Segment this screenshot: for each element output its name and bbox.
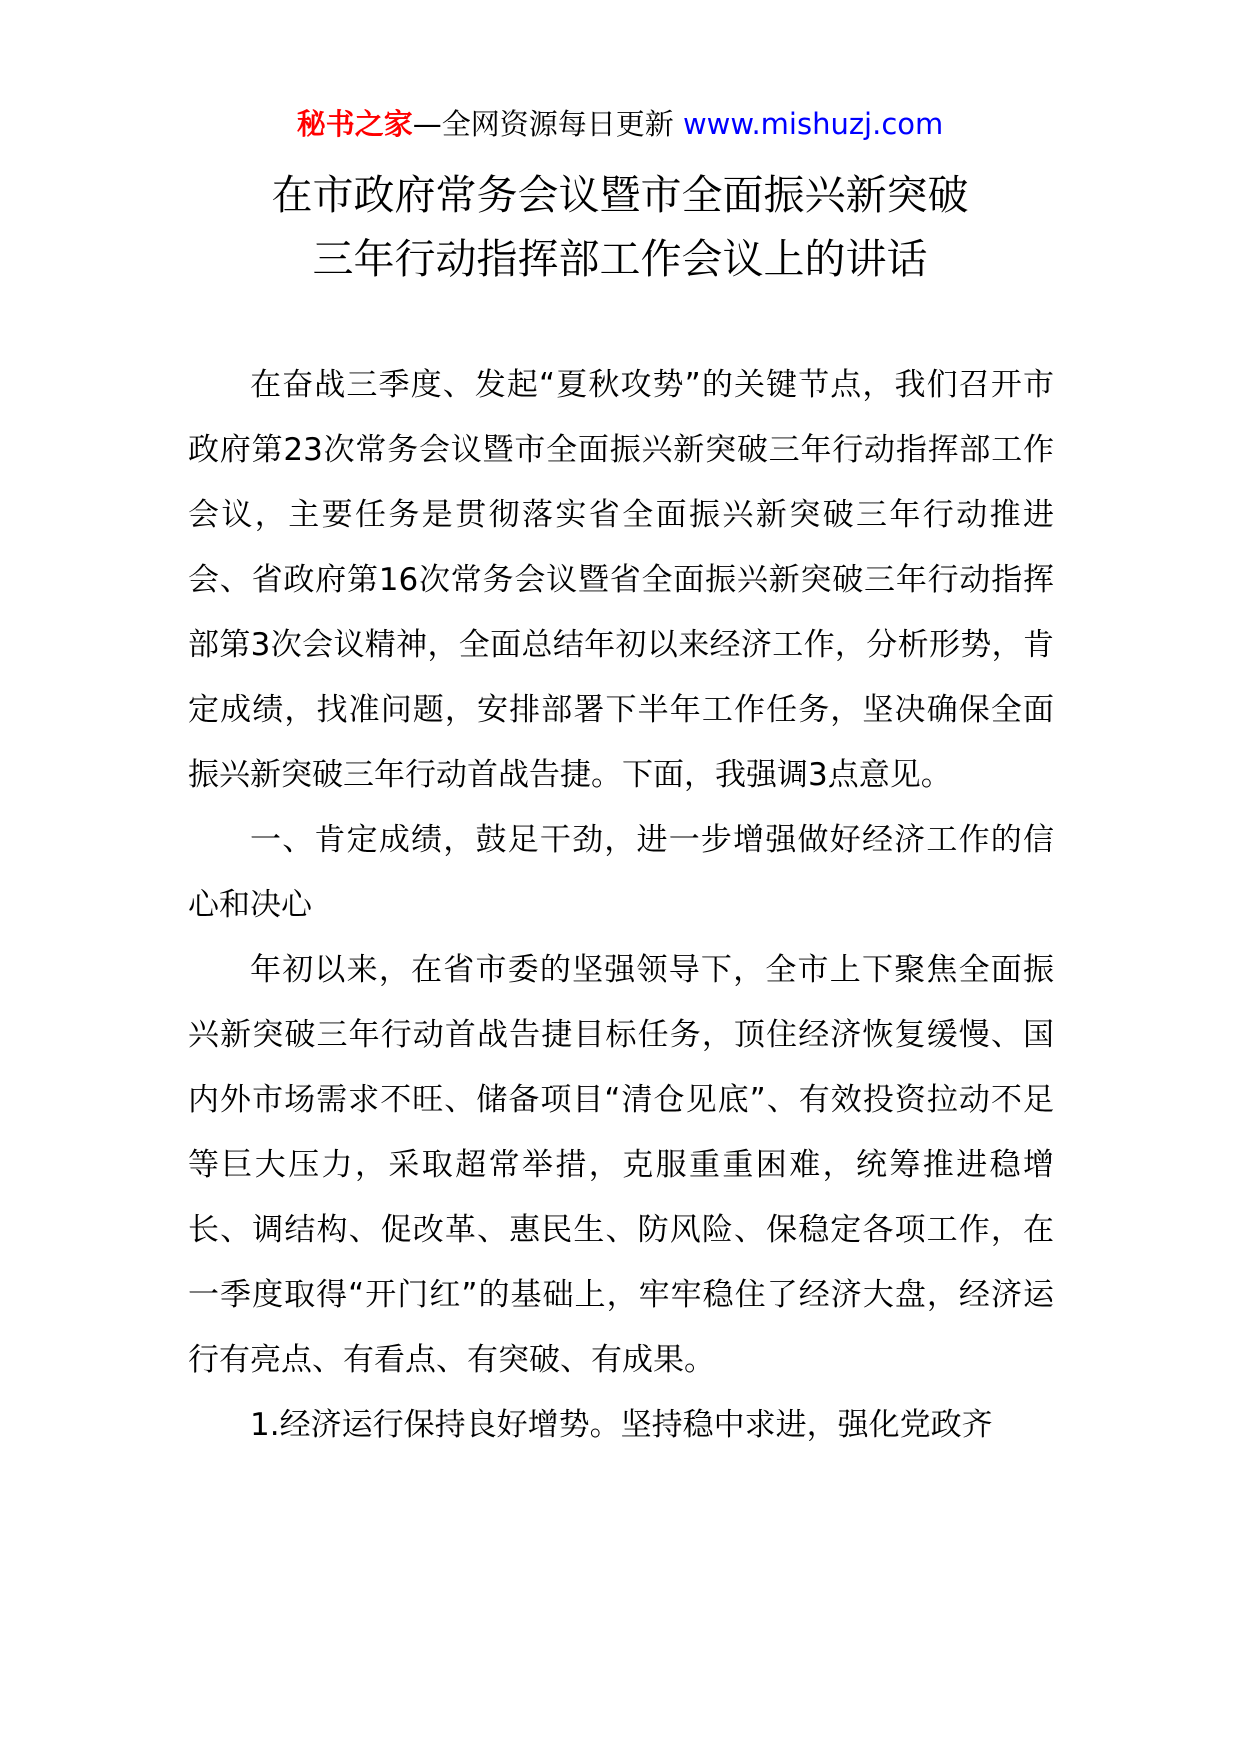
title-line-2: 三年行动指挥部工作会议上的讲话: [312, 235, 928, 283]
site-banner: [0, 104, 1240, 144]
title-line-1: 在市政府常务会议暨市全面振兴新突破: [271, 171, 969, 219]
site-slogan: —全网资源每日更新: [412, 107, 683, 141]
document-body: [188, 353, 1054, 1458]
paragraph-intro: 在奋战三季度、发起“夏秋攻势”的关键节点，我们召开市政府第23次常务会议暨市全面振兴新突破三年行动指挥部工作会议，主要任务是贯彻落实省全面振兴新突破三年行动推进会、省政府第16次常务会议暨省全面振兴新突破三年行动指挥部第3次会议精神，全面总结年初以来经济工作，分析形势，肯定成绩，找准问题，安排部署下半年工作任务，坚决确保全面振兴新突破三年行动首战告捷。下面，我强调3点意见。: [188, 367, 1054, 793]
document-title: [0, 163, 1240, 291]
paragraph-achievements: 年初以来，在省市委的坚强领导下，全市上下聚焦全面振兴新突破三年行动首战告捷目标任务，顶住经济恢复缓慢、国内外市场需求不旺、储备项目“清仓见底”、有效投资拉动不足等巨大压力，采取超常举措，克服重重困难，统筹推进稳增长、调结构、促改革、惠民生、防风险、保稳定各项工作，在一季度取得“开门红”的基础上，牢牢稳住了经济大盘，经济运行有亮点、有看点、有突破、有成果。: [188, 952, 1054, 1378]
paragraph-item-1: 1.经济运行保持良好增势。坚持稳中求进，强化党政齐: [250, 1407, 993, 1443]
site-url-link[interactable]: www.mishuzj.com: [682, 107, 944, 141]
section-heading-1: 一、肯定成绩，鼓足干劲，进一步增强做好经济工作的信心和决心: [188, 822, 1054, 923]
site-brand: 秘书之家: [296, 107, 413, 141]
